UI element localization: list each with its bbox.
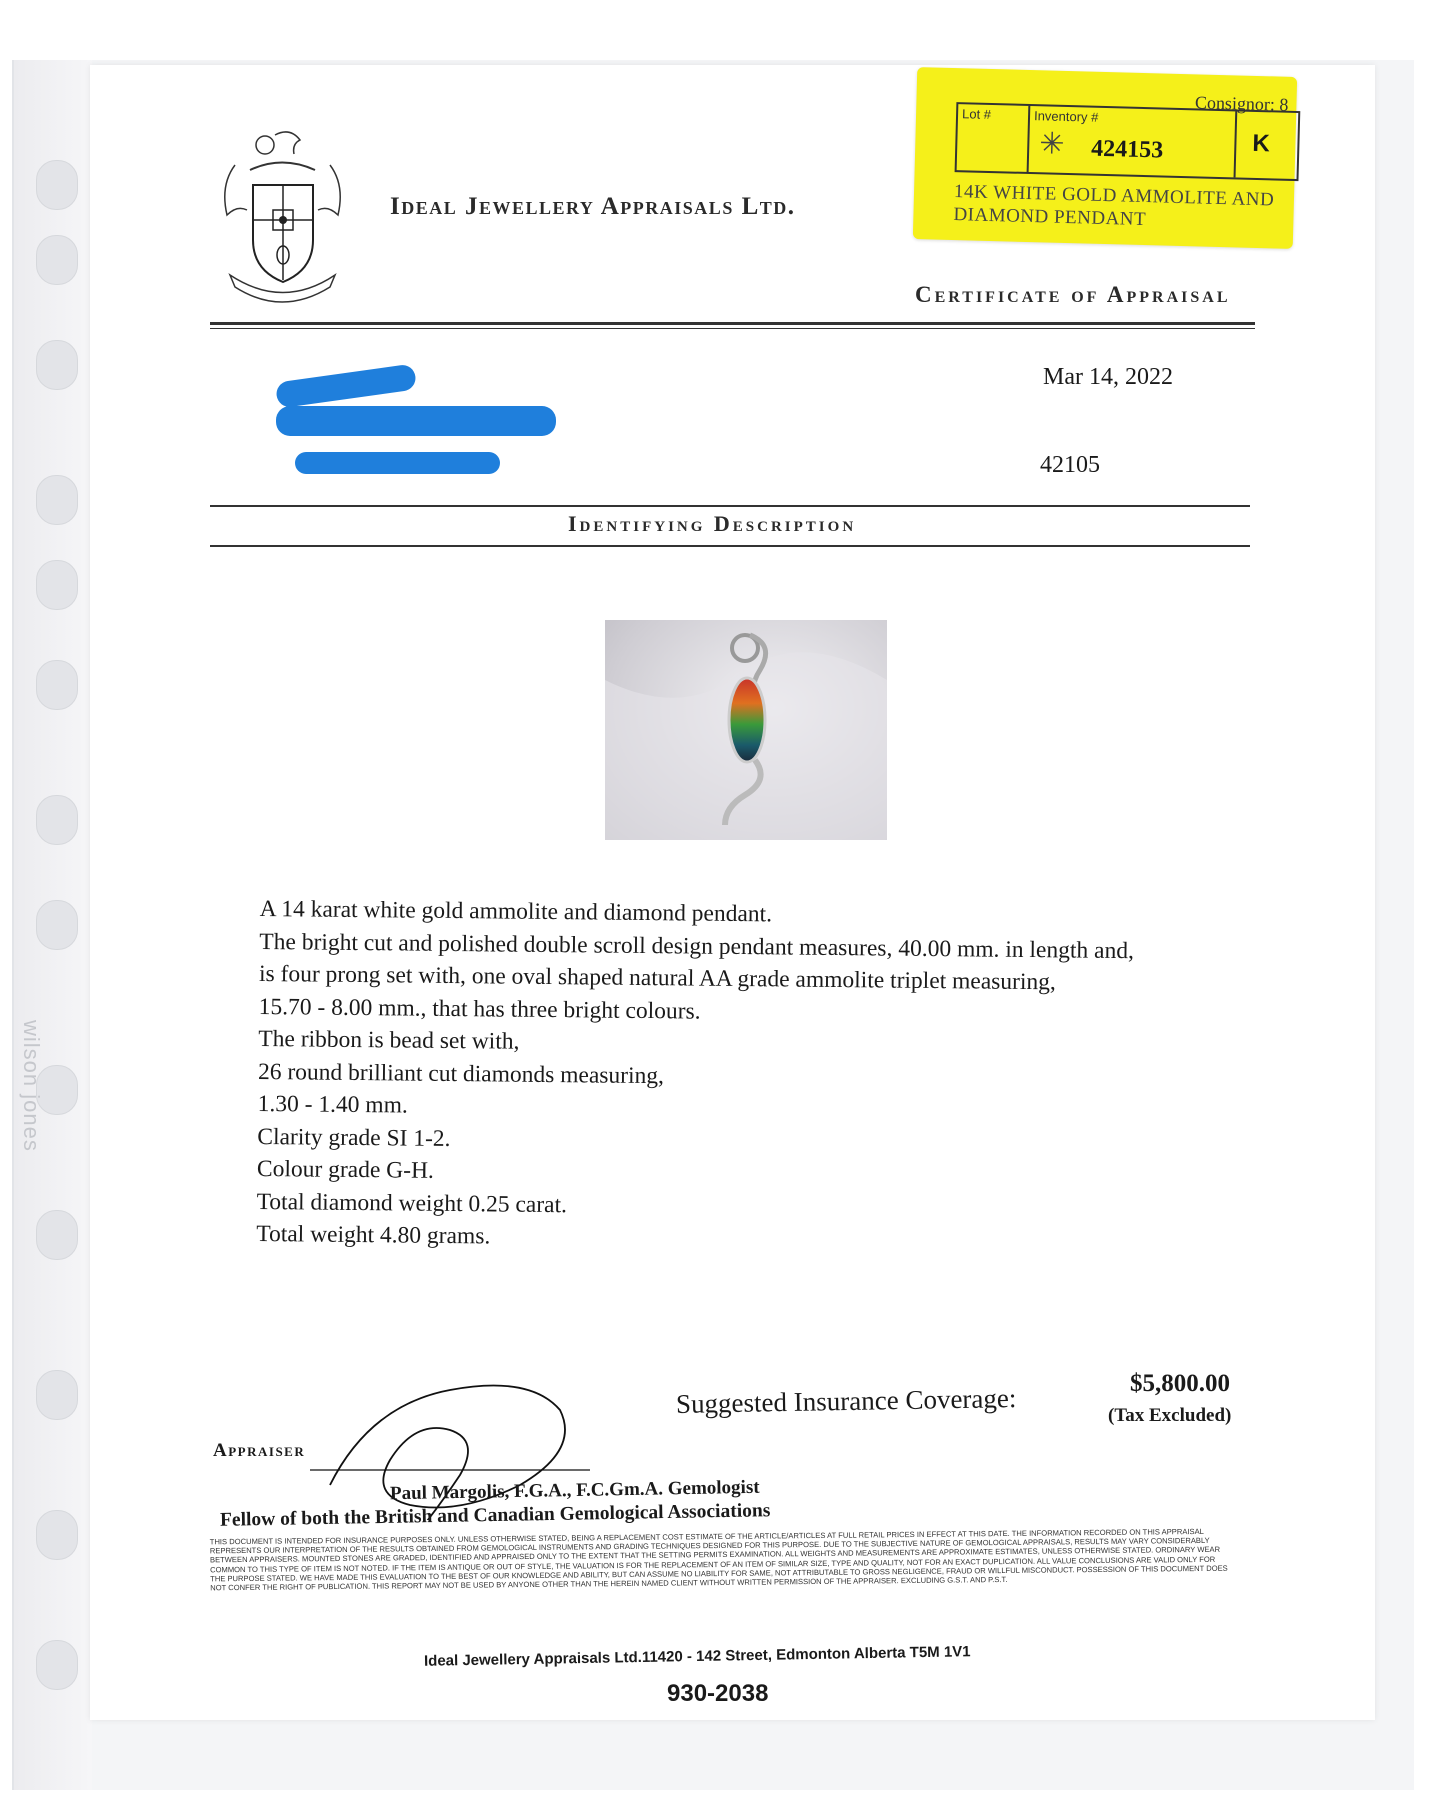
section-rule	[210, 505, 1250, 507]
description-line: is four prong set with, one oval shaped natural AA grade ammolite triplet measuring,	[258, 960, 1057, 996]
sleeve-brand-text: wilson jones	[19, 1020, 44, 1152]
appraiser-fellowship: Fellow of both the British and Canadian Gemological Associations	[219, 1500, 771, 1531]
lot-label: Lot #	[961, 106, 992, 122]
header-rule	[210, 322, 1255, 325]
k-logo-cell	[1236, 111, 1298, 179]
punch-hole	[36, 560, 78, 610]
section-title: Identifying Description	[568, 511, 857, 536]
appraiser-name: Paul Margolis, F.G.A., F.C.Gm.A. Gemologist	[389, 1476, 760, 1505]
coverage-label: Suggested Insurance Coverage:	[675, 1383, 1017, 1419]
description-line: Clarity grade SI 1-2.	[257, 1123, 451, 1152]
description-line: The bright cut and polished double scroll design pendant measures, 40.00 mm. in length and,	[259, 928, 1135, 964]
reference-number: 42105	[1040, 452, 1100, 478]
footer-address: Ideal Jewellery Appraisals Ltd.11420 - 142 Street, Edmonton Alberta T5M 1V1	[423, 1643, 971, 1670]
appraiser-label: Appraiser	[213, 1440, 306, 1461]
description-line: 26 round brilliant cut diamonds measuring,	[257, 1058, 665, 1089]
identifying-description	[256, 893, 1220, 1261]
punch-hole	[36, 1510, 78, 1560]
section-rule	[210, 545, 1250, 547]
description-line: 1.30 - 1.40 mm.	[257, 1090, 408, 1119]
tag-description	[953, 180, 1274, 234]
punch-hole	[36, 340, 78, 390]
appraisal-date: Mar 14, 2022	[1043, 364, 1173, 390]
inventory-number: 424153	[1090, 135, 1164, 164]
punch-hole	[36, 660, 78, 710]
pendant-image	[605, 620, 887, 840]
description-line: The ribbon is bead set with,	[258, 1025, 520, 1055]
description-line: Colour grade G-H.	[256, 1155, 434, 1184]
tax-note: (Tax Excluded)	[1108, 1405, 1232, 1426]
punch-hole	[36, 235, 78, 285]
inventory-label: Inventory #	[1033, 108, 1099, 125]
tag-description-line: 14K WHITE GOLD AMMOLITE AND	[953, 181, 1275, 211]
footer-phone: 930-2038	[667, 1680, 769, 1707]
description-line: 15.70 - 8.00 mm., that has three bright colours.	[258, 993, 701, 1025]
punch-hole	[36, 1640, 78, 1690]
punch-hole	[36, 1370, 78, 1420]
punch-hole	[36, 900, 78, 950]
punch-hole	[36, 795, 78, 845]
disclaimer-text: THIS DOCUMENT IS INTENDED FOR INSURANCE PURPOSES ONLY. UNLESS OTHERWISE STATED, BEING A REPLACEMENT COST ESTIMATE OF THE ARTICLE/ARTICLES AT FULL RETAIL PRICES IN EFFECT AT THIS DATE. THE INFORMATION RECORDED ON THIS APPRAISAL REPRESENTS OUR INTERPRETATION OF THE RESULTS OBTAINED FROM GEMOLOGICAL INSTRUMENTS AND GRADING TECHNIQUES DESIGNED FOR THIS PURPOSE. DUE TO THE SUBJECTIVE NATURE OF GEMOLOGICAL APPRAISALS, RESULTS MAY VARY CONSIDERABLY BETWEEN APPRAISERS. MOUNTED STONES ARE GRADED, IDENTIFIED AND APPRAISED ONLY TO THE EXTENT THAT THE SETTING PERMITS EXAMINATION. ALL WEIGHTS AND MEASUREMENTS ARE APPROXIMATE ESTIMATES, UNLESS OTHERWISE STATED. ORDINARY WEAR COMMON TO THIS TYPE OF ITEM IS NOT NOTED. IF THE ITEM IS ANTIQUE OR OUT OF STYLE, THE VALUATION IS FOR THE REPLACEMENT OF AN ITEM OF SIMILAR SIZE, TYPE AND QUALITY, NOT FOR AN EXACT DUPLICATION. ALL VALUE CONCLUSIONS ARE VALID ONLY FOR THE PURPOSE STATED. WE HAVE MADE THIS EVALUATION TO THE BEST OF OUR KNOWLEDGE AND ABILITY, BUT CAN ASSUME NO LIABILITY FOR SAME, NOT ATTRIBUTABLE TO GROSS NEGLIGENCE, FRAUD OR WILLFUL MISCONDUCT. POSSESSION OF THIS DOCUMENT DOES NOT CONFER THE RIGHT OF PUBLICATION. THIS REPORT MAY NOT BE USED BY ANYONE OTHER THAN THE HEREIN NAMED CLIENT WITHOUT WRITTEN PERMISSION OF THE APPRAISER. EXCLUDING G.S.T. AND P.S.T.	[209, 1526, 1228, 1593]
description-line: A 14 karat white gold ammolite and diamond pendant.	[259, 895, 773, 928]
k-logo: K	[1252, 129, 1271, 158]
description-line: Total weight 4.80 grams.	[256, 1220, 491, 1250]
punch-hole	[36, 1210, 78, 1260]
tag-table	[955, 102, 1301, 181]
redacted-client-city	[295, 452, 500, 474]
redacted-client-address	[276, 406, 556, 436]
description-line: Total diamond weight 0.25 carat.	[256, 1188, 568, 1218]
binder-strip	[14, 60, 92, 1790]
company-name: Ideal Jewellery Appraisals Ltd.	[390, 193, 796, 220]
pendant-photo	[605, 620, 887, 840]
coat-of-arms-crest	[215, 125, 350, 310]
header-rule	[210, 328, 1255, 329]
inventory-tag-sticker	[913, 67, 1297, 249]
inventory-cell	[1029, 106, 1238, 177]
punch-hole	[36, 160, 78, 210]
coverage-value: $5,800.00	[1130, 1370, 1230, 1397]
lot-cell	[957, 104, 1031, 172]
consignor-label: Consignor: 8	[1194, 92, 1289, 115]
certificate-title: Certificate of Appraisal	[915, 282, 1231, 307]
punch-hole	[36, 475, 78, 525]
asterisk-mark-icon: ✳	[1038, 127, 1065, 161]
tag-description-line: DIAMOND PENDANT	[953, 204, 1147, 231]
